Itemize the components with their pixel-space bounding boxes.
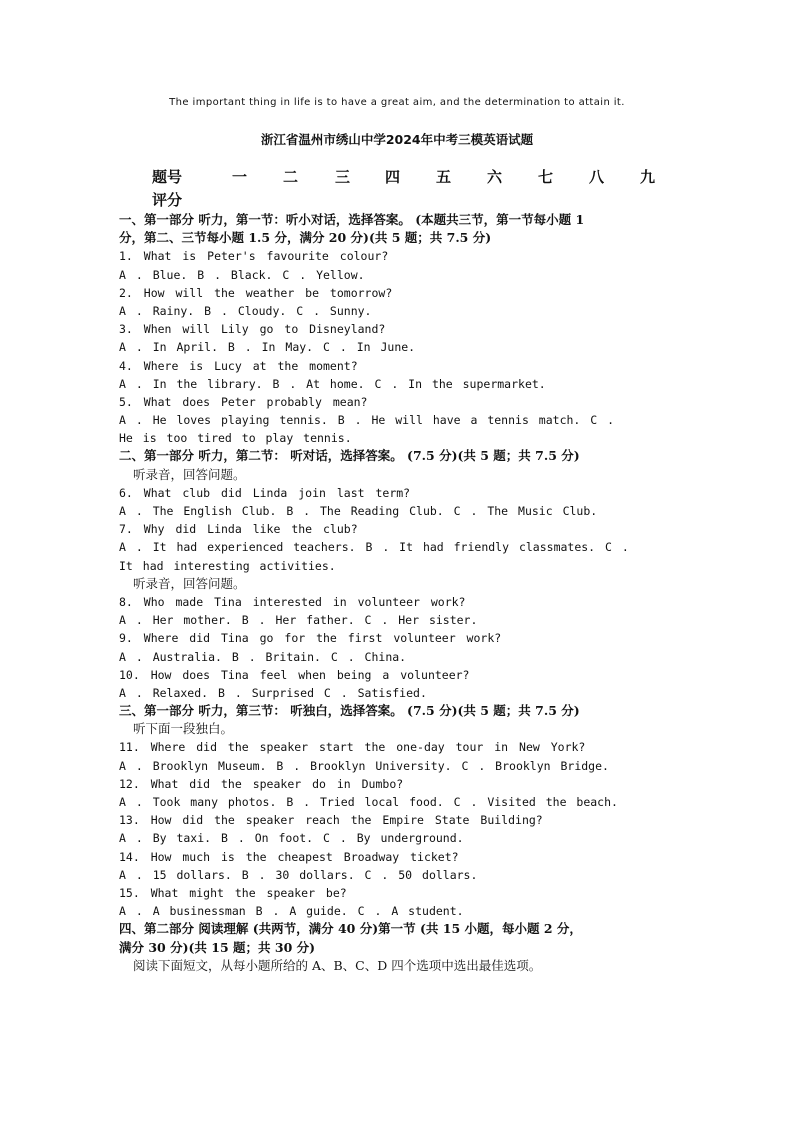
section-heading: 二、第一部分 听力，第二节： 听对话，选择答案。 (7.5 分)(共 5 题；共 7.5 分): [119, 448, 580, 464]
answer-options: A . Blue. B . Black. C . Yellow.: [119, 267, 365, 282]
question-text: 12. What did the speaker do in Dumbo?: [119, 776, 404, 791]
question-text: 13. How did the speaker reach the Empire State Building?: [119, 813, 543, 828]
question-text: 10. How does Tina feel when being a volunteer?: [119, 667, 470, 682]
answer-options: He is too tired to play tennis.: [119, 431, 352, 446]
score-column: 二: [283, 168, 299, 186]
motto-header: The important thing in life is to have a great aim, and the determination to attain it.: [169, 97, 625, 108]
score-table-label: 题号: [152, 168, 183, 186]
score-column: 四: [385, 168, 401, 186]
score-column: 一: [232, 168, 248, 186]
score-row-label: 评分: [152, 191, 183, 209]
answer-options: A . Rainy. B . Cloudy. C . Sunny.: [119, 303, 372, 318]
question-text: 9. Where did Tina go for the first volunteer work?: [119, 631, 502, 646]
answer-options: A . 15 dollars. B . 30 dollars. C . 50 dollars.: [119, 867, 478, 882]
answer-options: A . It had experienced teachers. B . It had friendly classmates. C .: [119, 540, 629, 555]
answer-options: It had interesting activities.: [119, 558, 336, 573]
section-heading: 满分 30 分)(共 15 题；共 30 分): [119, 939, 316, 955]
question-text: 15. What might the speaker be?: [119, 885, 347, 900]
answer-options: A . A businessman B . A guide. C . A student.: [119, 904, 464, 919]
question-text: 2. How will the weather be tomorrow?: [119, 285, 393, 300]
score-column: 三: [335, 168, 351, 186]
score-column: 七: [538, 168, 554, 186]
answer-options: A . The English Club. B . The Reading Club. C . The Music Club.: [119, 504, 598, 518]
answer-options: A . He loves playing tennis. B . He will have a tennis match. C .: [119, 413, 615, 428]
section-heading: 三、第一部分 听力，第三节： 听独白，选择答案。 (7.5 分)(共 5 题；共 7.5 分): [119, 703, 580, 719]
answer-options: A . Relaxed. B . Surprised C . Satisfied.: [119, 685, 427, 700]
score-column: 六: [487, 168, 503, 186]
exam-content: [119, 211, 664, 975]
question-text: 3. When will Lily go to Disneyland?: [119, 322, 386, 337]
question-text: 6. What club did Linda join last term?: [119, 485, 411, 500]
answer-options: A . Brooklyn Museum. B . Brooklyn University. C . Brooklyn Bridge.: [119, 758, 609, 773]
question-text: 11. Where did the speaker start the one-day tour in New York?: [119, 740, 586, 755]
instruction-text: 听录音，回答问题。: [133, 575, 246, 591]
section-heading: 四、第二部分 阅读理解 (共两节，满分 40 分)第一节 (共 15 小题，每小题 2 分，: [119, 921, 582, 937]
answer-options: A . Her mother. B . Her father. C . Her sister.: [119, 613, 478, 628]
question-text: 1. What is Peter's favourite colour?: [119, 249, 389, 264]
answer-options: A . Australia. B . Britain. C . China.: [119, 649, 407, 664]
score-column: 九: [640, 168, 656, 186]
instruction-text: 听下面一段独白。: [133, 721, 234, 737]
score-table-header-row: [152, 166, 672, 188]
instruction-text: 听录音，回答问题。: [133, 466, 246, 482]
section-heading: 一、第一部分 听力，第一节：听小对话，选择答案。 (本题共三节，第一节每小题 1: [119, 212, 585, 227]
score-column: 八: [589, 168, 605, 186]
instruction-text: 阅读下面短文，从每小题所给的 A、B、C、D 四个选项中选出最佳选项。: [133, 957, 542, 973]
answer-options: A . Took many photos. B . Tried local food. C . Visited the beach.: [119, 795, 618, 809]
question-text: 7. Why did Linda like the club?: [119, 522, 358, 537]
question-text: 14. How much is the cheapest Broadway ticket?: [119, 849, 459, 864]
question-text: 4. Where is Lucy at the moment?: [119, 358, 358, 373]
answer-options: A . In April. B . In May. C . In June.: [119, 340, 416, 355]
question-text: 8. Who made Tina interested in volunteer work?: [119, 594, 466, 609]
answer-options: A . In the library. B . At home. C . In the supermarket.: [119, 376, 546, 391]
score-column: 五: [436, 168, 452, 186]
answer-options: A . By taxi. B . On foot. C . By underground.: [119, 831, 464, 846]
section-heading: 分，第二、三节每小题 1.5 分，满分 20 分)(共 5 题；共 7.5 分): [119, 230, 492, 246]
page-title: 浙江省温州市绣山中学2024年中考三模英语试题: [260, 132, 534, 147]
question-text: 5. What does Peter probably mean?: [119, 394, 368, 409]
